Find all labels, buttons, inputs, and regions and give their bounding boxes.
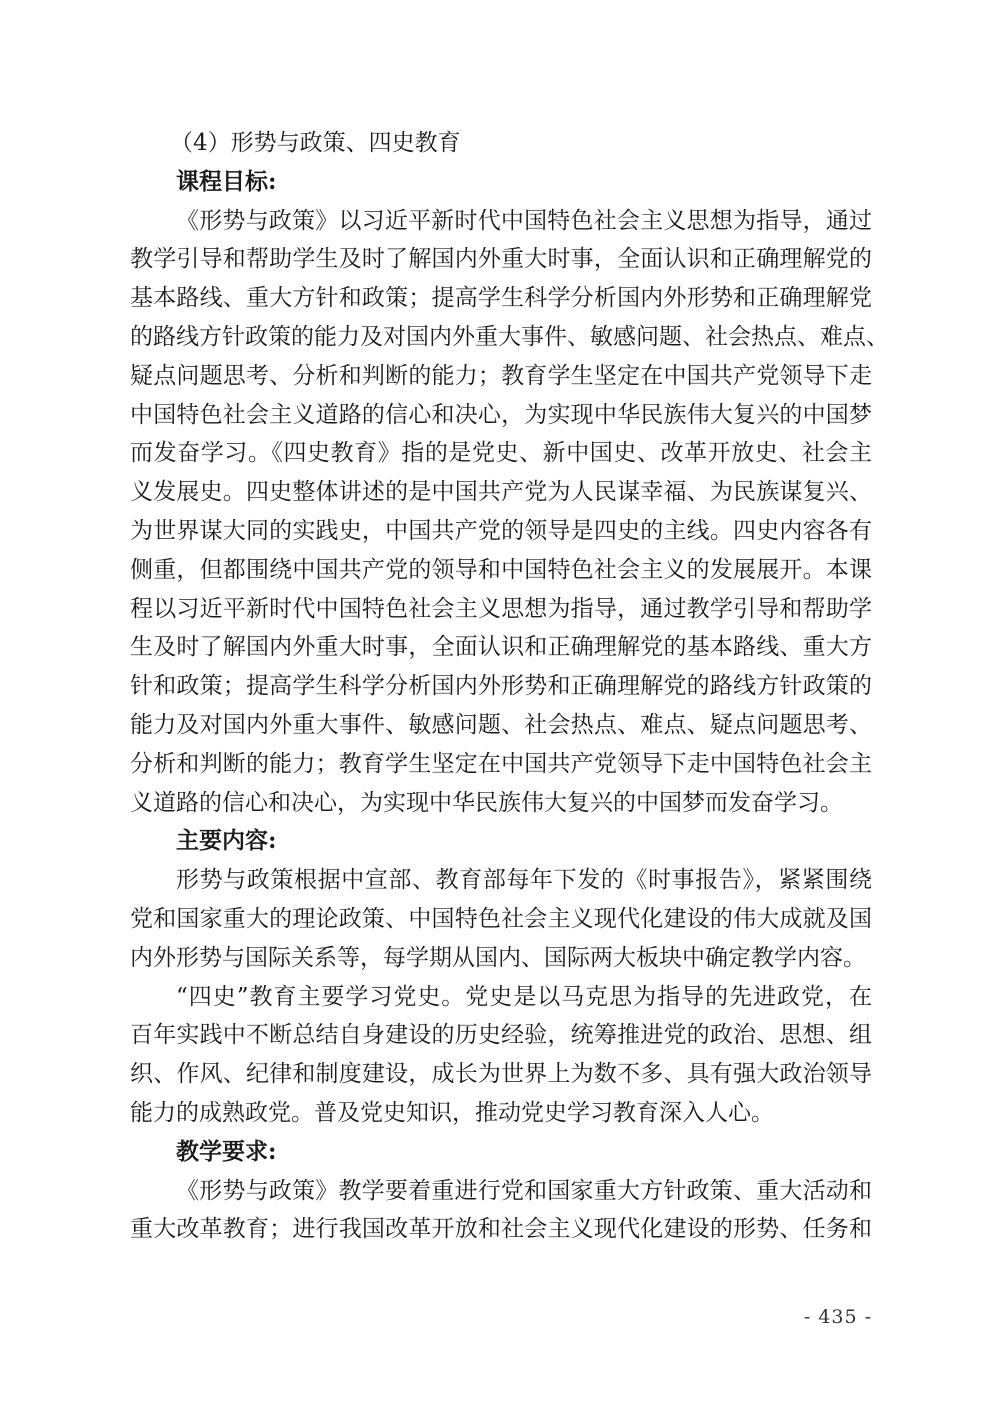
teaching-requirements-heading: 教学要求: bbox=[176, 1137, 277, 1165]
paragraph-line: 针和政策；提高学生科学分析国内外形势和正确理解党的路线方针政策的 bbox=[130, 673, 872, 700]
paragraph-line: 的路线方针政策的能力及对国内外重大事件、敏感问题、社会热点、难点、 bbox=[130, 323, 889, 350]
paragraph-line: 《形势与政策》教学要着重进行党和国家重大方针政策、重大活动和 bbox=[176, 1177, 872, 1204]
paragraph-line: 百年实践中不断总结自身建设的历史经验，统筹推进党的政治、思想、组 bbox=[130, 1022, 872, 1049]
paragraph-line: 内外形势与国际关系等，每学期从国内、国际两大板块中确定教学内容。 bbox=[130, 944, 866, 971]
paragraph-line: 能力及对国内外重大事件、敏感问题、社会热点、难点、疑点问题思考、 bbox=[130, 711, 872, 738]
paragraph-line: 疑点问题思考、分析和判断的能力；教育学生坚定在中国共产党领导下走 bbox=[130, 362, 872, 389]
paragraph-line: 侧重，但都围绕中国共产党的领导和中国特色社会主义的发展展开。本课 bbox=[130, 556, 872, 583]
paragraph-line: 教学引导和帮助学生及时了解国内外重大时事，全面认识和正确理解党的 bbox=[130, 246, 872, 273]
paragraph-line: 形势与政策根据中宣部、教育部每年下发的《时事报告》，紧紧围绕 bbox=[176, 867, 872, 894]
paragraph-line: 义发展史。四史整体讲述的是中国共产党为人民谋幸福、为民族谋复兴、 bbox=[130, 479, 872, 506]
paragraph-line: 为世界谋大同的实践史，中国共产党的领导是四史的主线。四史内容各有 bbox=[130, 517, 872, 544]
paragraph-line: 织、作风、纪律和制度建设，成长为世界上为数不多、具有强大政治领导 bbox=[130, 1061, 872, 1088]
paragraph-line: 生及时了解国内外重大时事，全面认识和正确理解党的基本路线、重大方 bbox=[130, 634, 872, 661]
section-title: （4）形势与政策、四史教育 bbox=[170, 130, 461, 156]
teaching-requirements-paragraph bbox=[130, 1172, 872, 1250]
paragraph-line: 分析和判断的能力；教育学生坚定在中国共产党领导下走中国特色社会主 bbox=[130, 750, 872, 777]
paragraph-line: 中国特色社会主义道路的信心和决心，为实现中华民族伟大复兴的中国梦 bbox=[130, 401, 872, 428]
paragraph-line: 而发奋学习。《四史教育》指的是党史、新中国史、改革开放史、社会主 bbox=[130, 440, 872, 467]
paragraph-line: 能力的成熟政党。普及党史知识，推动党史学习教育深入人心。 bbox=[130, 1099, 774, 1126]
paragraph-line: 义道路的信心和决心，为实现中华民族伟大复兴的中国梦而发奋学习。 bbox=[130, 789, 843, 816]
main-content-paragraph-1 bbox=[130, 861, 872, 977]
course-goals-heading: 课程目标: bbox=[176, 167, 277, 195]
main-content-heading: 主要内容: bbox=[176, 827, 277, 855]
paragraph-line: 《形势与政策》以习近平新时代中国特色社会主义思想为指导，通过 bbox=[176, 207, 872, 234]
course-goals-paragraph bbox=[130, 202, 889, 823]
paragraph-line: 重大改革教育；进行我国改革开放和社会主义现代化建设的形势、任务和 bbox=[130, 1216, 872, 1243]
paragraph-line: 党和国家重大的理论政策、中国特色社会主义现代化建设的伟大成就及国 bbox=[130, 905, 872, 932]
paragraph-line: 程以习近平新时代中国特色社会主义思想为指导，通过教学引导和帮助学 bbox=[130, 595, 872, 622]
paragraph-line: “四史”教育主要学习党史。党史是以马克思为指导的先进政党，在 bbox=[176, 983, 872, 1010]
page-number: - 435 - bbox=[803, 1306, 872, 1328]
paragraph-line: 基本路线、重大方针和政策；提高学生科学分析国内外形势和正确理解党 bbox=[130, 285, 872, 312]
main-content-paragraph-2 bbox=[130, 978, 872, 1133]
document-body bbox=[130, 124, 889, 1249]
